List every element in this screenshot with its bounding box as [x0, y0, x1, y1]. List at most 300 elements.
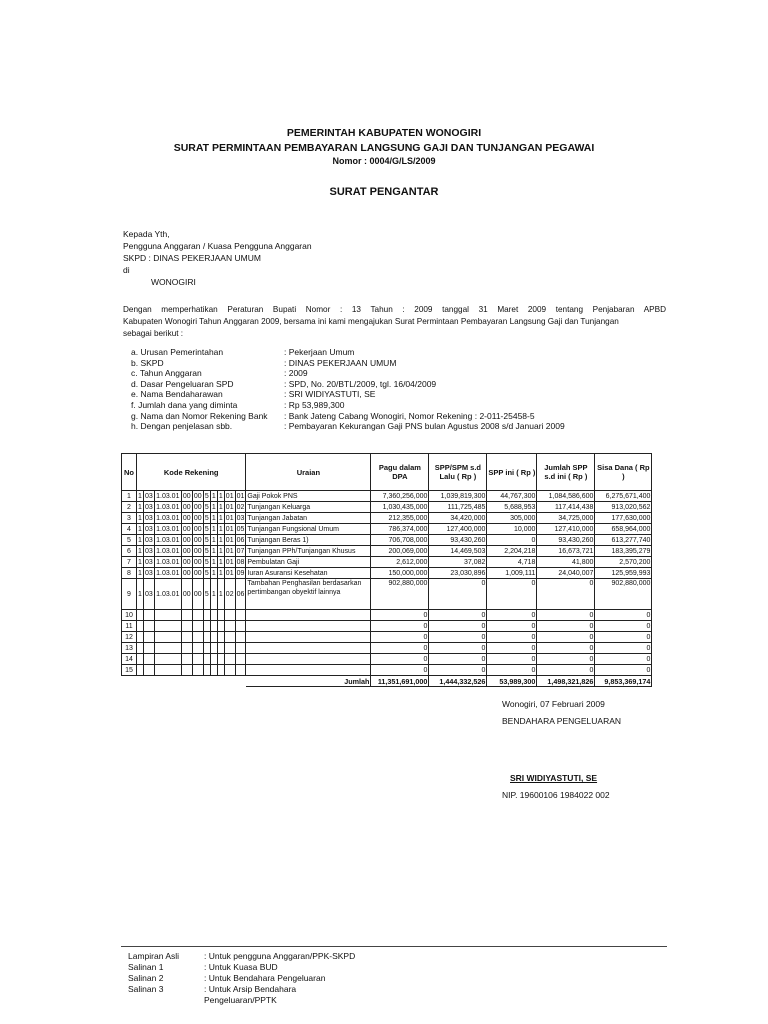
- kode-rekening-segment: 5: [204, 558, 209, 566]
- header-pagu: Pagu dalam DPA: [371, 454, 429, 491]
- addressee-role: Pengguna Anggaran / Kuasa Pengguna Anggaran: [123, 241, 312, 251]
- row-number: 7: [122, 557, 137, 568]
- kode-rekening-segment: 1: [218, 525, 223, 533]
- table-row: [122, 579, 652, 610]
- row-number: 15: [122, 665, 137, 676]
- kode-rekening-segment: 00: [181, 579, 192, 610]
- row-uraian: Tunjangan Beras 1): [246, 535, 371, 546]
- kode-rekening-segment: 1: [138, 525, 142, 533]
- kode-rekening-segment: 5: [204, 514, 209, 522]
- row-number: 12: [122, 632, 137, 643]
- kode-rekening-segment: 1: [218, 547, 223, 555]
- kode-rekening-segment: 1: [138, 492, 142, 500]
- row-pagu: 0: [371, 610, 429, 621]
- header-no: No: [122, 454, 137, 491]
- kode-rekening-segment: 1: [218, 492, 223, 500]
- row-lalu: 0: [429, 621, 487, 632]
- row-pagu: 902,880,000: [371, 579, 429, 610]
- kode-rekening-segment: 1.03.01: [156, 536, 180, 544]
- intro-line-3: sebagai berikut :: [123, 329, 184, 338]
- kode-rekening-segment: 01: [225, 492, 234, 500]
- row-jumlah: 0: [537, 654, 595, 665]
- kode-rekening-segment: [192, 654, 203, 665]
- kode-rekening-segment: 1: [138, 514, 142, 522]
- kode-rekening-segment: 5: [204, 536, 209, 544]
- row-sisa: 613,277,740: [595, 535, 652, 546]
- addressee-di: di: [123, 265, 130, 275]
- kode-rekening-segment: [181, 632, 192, 643]
- kode-rekening-segment: [137, 654, 144, 665]
- row-jumlah: 117,414,438: [537, 502, 595, 513]
- detail-value: : SPD, No. 20/BTL/2009, tgl. 16/04/2009: [284, 378, 437, 389]
- row-pagu: 212,355,000: [371, 513, 429, 524]
- row-pagu: 786,374,000: [371, 524, 429, 535]
- kode-rekening-segment: 07: [236, 547, 245, 555]
- kode-rekening-segment: 1: [211, 503, 216, 511]
- row-lalu: 0: [429, 610, 487, 621]
- kode-rekening-segment: 1: [210, 579, 217, 610]
- total-spacer: [122, 676, 246, 687]
- row-uraian: Tunjangan Jabatan: [246, 513, 371, 524]
- row-pagu: 2,612,000: [371, 557, 429, 568]
- row-number: 1: [122, 491, 137, 502]
- kode-rekening-segment: 02: [224, 579, 235, 610]
- kode-rekening-segment: [217, 665, 224, 676]
- kode-rekening-segment: 1.03.01: [156, 525, 180, 533]
- distribution-value: : Untuk pengguna Anggaran/PPK-SKPD: [204, 951, 356, 961]
- row-pagu: 0: [371, 643, 429, 654]
- kode-rekening-segment: 06: [235, 579, 246, 610]
- row-number: 8: [122, 568, 137, 579]
- row-ini: 0: [487, 535, 537, 546]
- row-ini: 0: [487, 643, 537, 654]
- kode-rekening-segment: 1.03.01: [156, 547, 180, 555]
- kode-rekening-segment: 01: [225, 547, 234, 555]
- kode-rekening-segment: 03: [145, 558, 153, 566]
- kode-rekening-segment: 1: [138, 569, 142, 577]
- table-row: [122, 632, 652, 643]
- kode-rekening-segment: 01: [225, 536, 234, 544]
- kode-rekening-segment: 1.03.01: [156, 558, 180, 566]
- row-uraian: Pembulatan Gaji: [246, 557, 371, 568]
- table-row: [122, 502, 652, 513]
- kode-rekening-segment: [154, 632, 181, 643]
- row-number: 3: [122, 513, 137, 524]
- row-ini: 10,000: [487, 524, 537, 535]
- total-pagu: 11,351,691,000: [371, 676, 429, 687]
- row-lalu: 0: [429, 654, 487, 665]
- kode-rekening-segment: 1: [211, 514, 216, 522]
- row-uraian: Tunjangan PPh/Tunjangan Khusus: [246, 546, 371, 557]
- total-row: [122, 676, 652, 687]
- row-ini: 0: [487, 610, 537, 621]
- detail-value: : Pembayaran Kekurangan Gaji PNS bulan Agustus 2008 s/d Januari 2009: [284, 421, 565, 432]
- row-sisa: 913,020,562: [595, 502, 652, 513]
- table-row: [122, 546, 652, 557]
- kode-rekening-segment: [154, 654, 181, 665]
- kode-rekening-segment: [217, 610, 224, 621]
- header-sisa: Sisa Dana ( Rp ): [595, 454, 652, 491]
- kode-rekening-segment: [224, 643, 235, 654]
- kode-rekening-segment: 03: [145, 525, 153, 533]
- row-uraian: [246, 610, 371, 621]
- detail-value: : Pekerjaan Umum: [284, 347, 355, 357]
- kode-rekening-segment: [224, 632, 235, 643]
- kode-rekening-segment: 03: [145, 492, 153, 500]
- kode-rekening-segment: 01: [225, 558, 234, 566]
- total-ini: 53,989,300: [487, 676, 537, 687]
- kode-rekening-segment: 05: [236, 525, 245, 533]
- detail-label: a. Urusan Pemerintahan: [131, 347, 224, 357]
- kode-rekening-segment: [192, 643, 203, 654]
- signature-place-date: Wonogiri, 07 Februari 2009: [502, 699, 605, 709]
- row-sisa: 902,880,000: [595, 579, 652, 610]
- distribution-label: Lampiran Asli: [128, 951, 180, 961]
- kode-rekening-segment: [210, 610, 217, 621]
- kode-rekening-segment: [224, 610, 235, 621]
- kode-rekening-segment: [235, 643, 246, 654]
- header-kode-rekening: Kode Rekening: [137, 454, 246, 491]
- footer-divider: [121, 946, 667, 947]
- kode-rekening-segment: [210, 632, 217, 643]
- kode-rekening-segment: 00: [192, 579, 203, 610]
- row-sisa: 183,395,279: [595, 546, 652, 557]
- detail-value: : DINAS PEKERJAAN UMUM: [284, 357, 397, 368]
- kode-rekening-segment: [137, 665, 144, 676]
- kode-rekening-segment: 1: [211, 525, 216, 533]
- kode-rekening-segment: 00: [193, 536, 202, 544]
- row-uraian: Tunjangan Fungsional Umum: [246, 524, 371, 535]
- kode-rekening-segment: 00: [182, 558, 191, 566]
- kode-rekening-segment: 03: [145, 569, 153, 577]
- kode-rekening-segment: [144, 621, 155, 632]
- kode-rekening-segment: [224, 665, 235, 676]
- detail-label: g. Nama dan Nomor Rekening Bank: [131, 410, 268, 421]
- kode-rekening-segment: [224, 621, 235, 632]
- row-pagu: 150,000,000: [371, 568, 429, 579]
- row-ini: 1,009,111: [487, 568, 537, 579]
- row-jumlah: 16,673,721: [537, 546, 595, 557]
- kode-rekening-segment: [210, 654, 217, 665]
- kode-rekening-segment: 08: [236, 558, 245, 566]
- kode-rekening-segment: 1: [211, 536, 216, 544]
- kode-rekening-segment: [144, 610, 155, 621]
- addressee-greeting: Kepada Yth,: [123, 229, 170, 239]
- distribution-label: Salinan 1: [128, 962, 164, 972]
- kode-rekening-segment: 5: [203, 579, 210, 610]
- kode-rekening-segment: [181, 643, 192, 654]
- row-uraian: [246, 665, 371, 676]
- document-subtitle: SURAT PENGANTAR: [329, 186, 439, 198]
- kode-rekening-segment: 03: [144, 579, 155, 610]
- row-lalu: 0: [429, 643, 487, 654]
- distribution-value: : Untuk Bendahara Pengeluaran: [204, 973, 326, 983]
- row-jumlah: 34,725,000: [537, 513, 595, 524]
- row-lalu: 93,430,260: [429, 535, 487, 546]
- row-sisa: 0: [595, 621, 652, 632]
- row-jumlah: 1,084,586,600: [537, 491, 595, 502]
- kode-rekening-segment: 1.03.01: [154, 579, 181, 610]
- row-uraian: [246, 632, 371, 643]
- kode-rekening-segment: [203, 665, 210, 676]
- detail-label: e. Nama Bendaharawan: [131, 389, 223, 400]
- kode-rekening-segment: 00: [182, 569, 191, 577]
- kode-rekening-segment: [144, 665, 155, 676]
- kode-rekening-segment: [235, 654, 246, 665]
- kode-rekening-segment: [181, 665, 192, 676]
- table-row: [122, 524, 652, 535]
- kode-rekening-segment: [203, 621, 210, 632]
- kode-rekening-segment: 1: [218, 536, 223, 544]
- kode-rekening-segment: [210, 665, 217, 676]
- kode-rekening-segment: 00: [182, 525, 191, 533]
- row-lalu: 23,030,896: [429, 568, 487, 579]
- kode-rekening-segment: [154, 610, 181, 621]
- row-lalu: 37,082: [429, 557, 487, 568]
- signature-name: SRI WIDIYASTUTI, SE: [510, 773, 598, 783]
- detail-label: h. Dengan penjelasan sbb.: [131, 421, 233, 432]
- row-ini: 2,204,218: [487, 546, 537, 557]
- kode-rekening-segment: 1: [218, 569, 223, 577]
- kode-rekening-segment: 1: [138, 558, 142, 566]
- row-number: 6: [122, 546, 137, 557]
- document-number: Nomor : 0004/G/LS/2009: [332, 156, 436, 166]
- kode-rekening-segment: 03: [145, 547, 153, 555]
- row-lalu: 111,725,485: [429, 502, 487, 513]
- kode-rekening-segment: 09: [236, 569, 245, 577]
- kode-rekening-segment: [144, 643, 155, 654]
- kode-rekening-segment: [203, 632, 210, 643]
- table-row: [122, 535, 652, 546]
- kode-rekening-segment: 00: [193, 503, 202, 511]
- row-pagu: 200,069,000: [371, 546, 429, 557]
- kode-rekening-segment: [217, 643, 224, 654]
- row-number: 13: [122, 643, 137, 654]
- row-uraian: [246, 621, 371, 632]
- kode-rekening-segment: 5: [204, 547, 209, 555]
- row-sisa: 2,570,200: [595, 557, 652, 568]
- kode-rekening-segment: 01: [225, 514, 234, 522]
- total-sisa: 9,853,369,174: [595, 676, 652, 687]
- kode-rekening-segment: 00: [193, 514, 202, 522]
- row-sisa: 6,275,671,400: [595, 491, 652, 502]
- row-sisa: 0: [595, 610, 652, 621]
- total-label: Jumlah: [246, 676, 371, 687]
- kode-rekening-segment: 1.03.01: [156, 514, 180, 522]
- kode-rekening-segment: [144, 654, 155, 665]
- detail-value: : 2009: [284, 368, 308, 379]
- row-lalu: 0: [429, 579, 487, 610]
- row-jumlah: 0: [537, 579, 595, 610]
- header-jumlah: Jumlah SPP s.d ini ( Rp ): [537, 454, 595, 491]
- kode-rekening-segment: [210, 643, 217, 654]
- kode-rekening-segment: 06: [236, 536, 245, 544]
- row-uraian: Gaji Pokok PNS: [246, 491, 371, 502]
- header-spp-lalu: SPP/SPM s.d Lalu ( Rp ): [429, 454, 487, 491]
- kode-rekening-segment: 1: [218, 558, 223, 566]
- row-lalu: 1,039,819,300: [429, 491, 487, 502]
- row-number: 5: [122, 535, 137, 546]
- row-uraian: Iuran Asuransi Kesehatan: [246, 568, 371, 579]
- row-sisa: 658,964,000: [595, 524, 652, 535]
- kode-rekening-segment: [181, 654, 192, 665]
- row-pagu: 0: [371, 621, 429, 632]
- kode-rekening-segment: [181, 610, 192, 621]
- document-title: SURAT PERMINTAAN PEMBAYARAN LANGSUNG GAJI DAN TUNJANGAN PEGAWAI: [173, 142, 595, 154]
- row-uraian: [246, 643, 371, 654]
- kode-rekening-segment: [154, 621, 181, 632]
- header-spp-ini: SPP ini ( Rp ): [487, 454, 537, 491]
- row-jumlah: 0: [537, 643, 595, 654]
- kode-rekening-segment: 1: [211, 492, 216, 500]
- kode-rekening-segment: [137, 621, 144, 632]
- kode-rekening-segment: 03: [145, 503, 153, 511]
- row-uraian: Tunjangan Keluarga: [246, 502, 371, 513]
- kode-rekening-segment: [137, 610, 144, 621]
- kode-rekening-segment: [235, 621, 246, 632]
- detail-value: : SRI WIDIYASTUTI, SE: [284, 389, 376, 400]
- row-jumlah: 24,040,007: [537, 568, 595, 579]
- rekening-table: [121, 453, 652, 687]
- kode-rekening-segment: 1.03.01: [156, 569, 180, 577]
- distribution-label: Salinan 3: [128, 984, 164, 994]
- row-lalu: 34,420,000: [429, 513, 487, 524]
- kode-rekening-segment: [217, 632, 224, 643]
- kode-rekening-segment: 00: [182, 503, 191, 511]
- table-row: [122, 621, 652, 632]
- row-ini: 0: [487, 654, 537, 665]
- row-jumlah: 0: [537, 610, 595, 621]
- kode-rekening-segment: 1: [138, 536, 142, 544]
- kode-rekening-segment: 5: [204, 569, 209, 577]
- row-ini: 0: [487, 621, 537, 632]
- kode-rekening-segment: 00: [193, 569, 202, 577]
- kode-rekening-segment: [154, 665, 181, 676]
- detail-label: d. Dasar Pengeluaran SPD: [131, 378, 234, 389]
- row-sisa: 177,630,000: [595, 513, 652, 524]
- distribution-value: : Untuk Kuasa BUD: [204, 962, 278, 972]
- row-uraian: Tambahan Penghasilan berdasarkan pertimbangan obyektif lainnya: [246, 579, 371, 610]
- row-jumlah: 0: [537, 665, 595, 676]
- kode-rekening-segment: [144, 632, 155, 643]
- table-row: [122, 643, 652, 654]
- kode-rekening-segment: 00: [182, 492, 191, 500]
- table-row: [122, 610, 652, 621]
- kode-rekening-segment: 1: [217, 579, 224, 610]
- kode-rekening-segment: [154, 643, 181, 654]
- table-row: [122, 557, 652, 568]
- row-ini: 0: [487, 665, 537, 676]
- row-pagu: 0: [371, 654, 429, 665]
- kode-rekening-segment: 1: [138, 503, 142, 511]
- row-jumlah: 0: [537, 621, 595, 632]
- kode-rekening-segment: 00: [193, 547, 202, 555]
- row-lalu: 127,400,000: [429, 524, 487, 535]
- row-jumlah: 0: [537, 632, 595, 643]
- row-ini: 5,688,953: [487, 502, 537, 513]
- kode-rekening-segment: 01: [225, 525, 234, 533]
- row-sisa: 125,959,993: [595, 568, 652, 579]
- kode-rekening-segment: 1.03.01: [156, 492, 180, 500]
- kode-rekening-segment: 03: [145, 514, 153, 522]
- row-pagu: 706,708,000: [371, 535, 429, 546]
- kode-rekening-segment: 00: [193, 558, 202, 566]
- signature-nip: NIP. 19600106 1984022 002: [502, 790, 610, 800]
- row-ini: 0: [487, 579, 537, 610]
- total-lalu: 1,444,332,526: [429, 676, 487, 687]
- kode-rekening-segment: 03: [145, 536, 153, 544]
- kode-rekening-segment: 1.03.01: [156, 503, 180, 511]
- table-row: [122, 491, 652, 502]
- kode-rekening-segment: 1: [211, 558, 216, 566]
- kode-rekening-segment: [192, 632, 203, 643]
- table-row: [122, 665, 652, 676]
- kode-rekening-segment: [235, 610, 246, 621]
- table-row: [122, 568, 652, 579]
- kode-rekening-segment: 00: [182, 514, 191, 522]
- distribution-label: Salinan 2: [128, 973, 164, 983]
- row-jumlah: 127,410,000: [537, 524, 595, 535]
- kode-rekening-segment: 01: [225, 503, 234, 511]
- header-uraian: Uraian: [246, 454, 371, 491]
- row-ini: 44,767,300: [487, 491, 537, 502]
- table-row: [122, 654, 652, 665]
- row-ini: 4,718: [487, 557, 537, 568]
- row-number: 4: [122, 524, 137, 535]
- kode-rekening-segment: [192, 665, 203, 676]
- kode-rekening-segment: [192, 610, 203, 621]
- row-pagu: 7,360,256,000: [371, 491, 429, 502]
- detail-value: : Rp 53,989,300: [284, 400, 345, 410]
- kode-rekening-segment: 1: [211, 569, 216, 577]
- kode-rekening-segment: [203, 610, 210, 621]
- row-pagu: 0: [371, 632, 429, 643]
- addressee-city: WONOGIRI: [151, 277, 196, 287]
- kode-rekening-segment: [235, 632, 246, 643]
- kode-rekening-segment: 5: [204, 525, 209, 533]
- detail-label: f. Jumlah dana yang diminta: [131, 400, 238, 410]
- row-pagu: 0: [371, 665, 429, 676]
- kode-rekening-segment: 00: [182, 536, 191, 544]
- kode-rekening-segment: 00: [193, 492, 202, 500]
- government-title: PEMERINTAH KABUPATEN WONOGIRI: [286, 127, 482, 139]
- kode-rekening-segment: 01: [236, 492, 245, 500]
- detail-value: : Bank Jateng Cabang Wonogiri, Nomor Rekening : 2-011-25458-5: [284, 410, 535, 421]
- kode-rekening-segment: [137, 632, 144, 643]
- kode-rekening-segment: [137, 643, 144, 654]
- row-sisa: 0: [595, 665, 652, 676]
- intro-line-1: Dengan memperhatikan Peraturan Bupati Nomor : 13 Tahun : 2009 tanggal 31 Maret 2009 tentang Penjabaran APBD: [123, 305, 666, 314]
- kode-rekening-segment: 5: [204, 503, 209, 511]
- intro-line-2: Kabupaten Wonogiri Tahun Anggaran 2009, bersama ini kami mengajukan Surat Permintaan Pembayaran Langsung Gaji dan Tunjangan: [123, 317, 619, 326]
- row-ini: 0: [487, 632, 537, 643]
- row-pagu: 1,030,435,000: [371, 502, 429, 513]
- kode-rekening-segment: [181, 621, 192, 632]
- kode-rekening-segment: [192, 621, 203, 632]
- kode-rekening-segment: 1: [211, 547, 216, 555]
- kode-rekening-segment: 1: [138, 547, 142, 555]
- addressee-skpd: SKPD : DINAS PEKERJAAN UMUM: [123, 253, 261, 263]
- row-number: 10: [122, 610, 137, 621]
- row-number: 2: [122, 502, 137, 513]
- kode-rekening-segment: [203, 654, 210, 665]
- row-jumlah: 41,800: [537, 557, 595, 568]
- row-number: 14: [122, 654, 137, 665]
- kode-rekening-segment: 02: [236, 503, 245, 511]
- row-lalu: 14,469,503: [429, 546, 487, 557]
- table-row: [122, 513, 652, 524]
- footer-continuation: Pengeluaran/PPTK: [204, 995, 277, 1005]
